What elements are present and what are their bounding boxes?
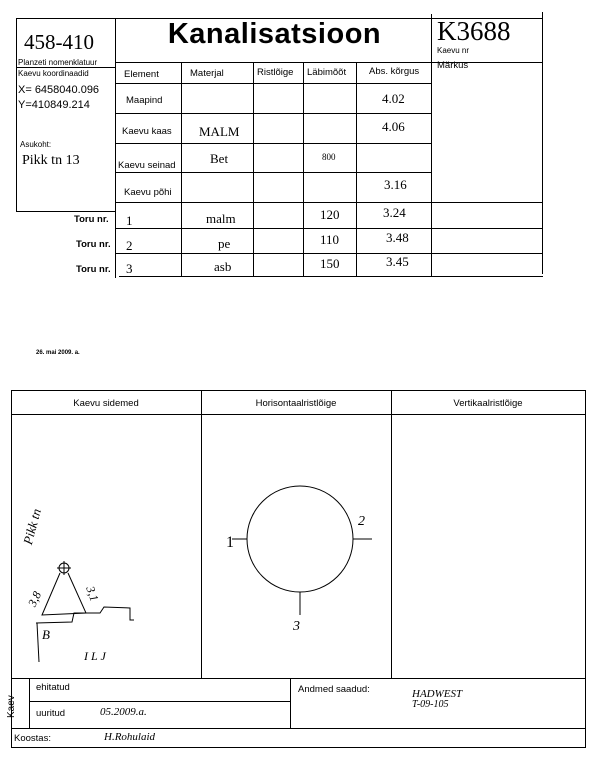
built-label: ehitatud [36,682,70,693]
frame-line [29,701,291,702]
frame-line [16,18,17,211]
row-element: Kaevu kaas [122,126,172,137]
pipe-number: 3 [126,261,133,276]
frame-line [356,62,357,276]
horizontal-section [202,415,390,677]
pipe-label: Toru nr. [74,214,109,225]
row-element: Kaevu seinad [118,160,176,171]
pipe-label: Toru nr. [76,239,111,250]
sketch-mark: I L J [84,649,106,663]
panel-title-horizontal: Horisontaalristlõige [255,398,337,409]
col-header-elevation: Abs. kõrgus [369,66,420,77]
pipe-material: pe [218,236,231,251]
pipe-marker: 1 [226,534,234,551]
street-note: Pikk tn [19,506,44,547]
frame-line [115,228,543,229]
frame-line [119,276,543,277]
pipe-label: Toru nr. [76,264,111,275]
frame-line [391,390,392,678]
row-elevation: 4.06 [382,119,405,134]
date-note: 26. mai 2009. a. [36,350,80,356]
location-value: Pikk tn 13 [22,153,80,168]
tie-dimension: 3,1 [83,584,102,604]
frame-line [115,83,431,84]
pipe-diameter: 150 [320,256,340,271]
frame-line [11,747,586,748]
surveyed-label: uuritud [36,708,66,719]
data-source-ref: T-09-105 [412,699,449,710]
frame-line [115,113,431,114]
panel-title-ties: Kaevu sidemed [73,398,139,409]
pipe-diameter: 120 [320,207,340,222]
well-label: Kaev [6,695,17,718]
row-element: Maapind [126,95,163,106]
col-header-diameter: Läbimõõt [307,67,347,78]
well-outline [247,486,353,592]
surveyed-date: 05.2009.a. [100,706,147,718]
plan-code-caption: Planzeti nomenklatuur [18,58,98,67]
pipe-number: 1 [126,213,133,228]
col-header-section: Ristlõige [257,67,294,78]
frame-line [11,678,586,679]
data-source-label: Andmed saadud: [298,684,370,695]
frame-line [11,728,586,729]
frame-line [181,62,182,276]
row-elevation: 3.16 [384,177,407,192]
panel-title-vertical: Vertikaalristlõige [453,398,523,409]
row-material: Bet [210,151,229,166]
plan-code: 458-410 [24,30,94,54]
pipe-material: asb [214,259,232,274]
frame-line [290,678,291,728]
tie-dimension: 3,8 [25,589,45,609]
frame-line [115,62,543,63]
well-number: K3688 [437,16,511,46]
col-header-element: Element [124,69,159,80]
building-mark: B [42,627,50,642]
col-header-remarks: Märkus [437,60,469,71]
pipe-elevation: 3.24 [383,205,406,220]
frame-line [253,62,254,276]
x-coordinate: X= 6458040.096 [18,84,100,96]
pipe-elevation: 3.48 [386,230,409,245]
row-elevation: 4.02 [382,91,405,106]
frame-line [16,211,116,212]
coords-caption: Kaevu koordinaadid [18,69,89,78]
data-source: HADWEST [412,688,463,700]
pipe-diameter: 110 [320,232,340,247]
well-number-caption: Kaevu nr [437,46,470,55]
pipe-marker: 2 [358,514,365,529]
pipe-number: 2 [126,238,133,253]
pipe-material: malm [206,211,236,226]
frame-line [16,67,116,68]
pipe-elevation: 3.45 [386,254,409,269]
pipe-marker: 3 [293,619,300,634]
row-diameter: 800 [322,152,336,162]
location-caption: Asukoht: [20,140,52,149]
frame-line [115,202,543,203]
row-material: MALM [199,124,240,139]
frame-line [431,14,432,276]
y-coordinate: Y=410849.214 [18,99,90,111]
frame-line [115,253,543,254]
ties-sketch [12,415,200,677]
frame-line [29,678,30,728]
frame-line [115,143,431,144]
frame-line [11,390,586,391]
frame-line [585,390,586,748]
frame-line [115,172,431,173]
col-header-material: Materjal [190,68,224,79]
author-label: Koostas: [14,733,51,744]
frame-line [542,12,543,274]
document-title: Kanalisatsioon [167,18,382,50]
author-name: H.Rohulaid [104,731,156,743]
frame-line [303,62,304,276]
row-element: Kaevu põhi [124,187,172,198]
frame-line [115,18,116,278]
tie-lines [42,573,86,615]
